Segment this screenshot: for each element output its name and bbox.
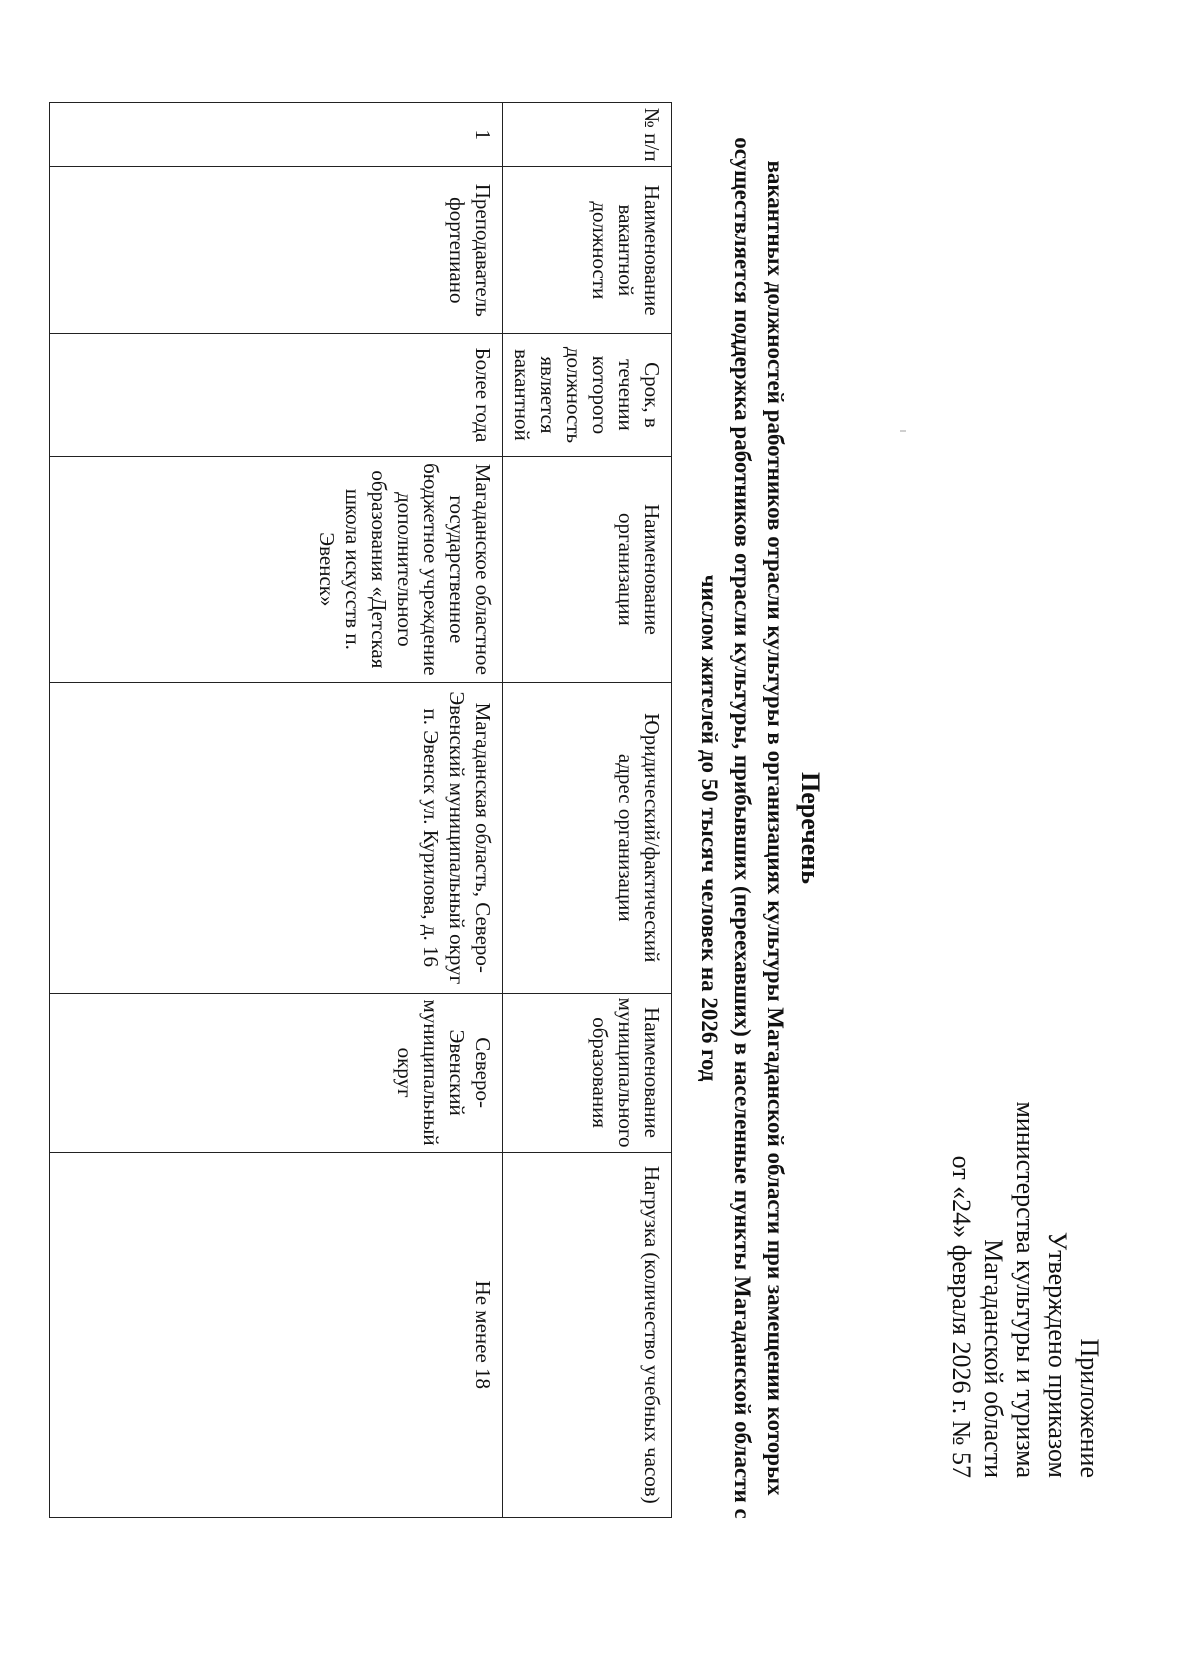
approval-region: Магаданской области <box>979 1239 1008 1478</box>
header-organization: Наименование организации <box>503 456 672 682</box>
vacancies-table <box>49 102 672 1518</box>
approval-appendix: Приложение <box>1075 1338 1104 1478</box>
scan-speck <box>900 430 906 432</box>
cell-organization: Магаданское областное государственное бюджетное учреждение дополнительного образования «Детская школа искусств п. Эвенск» <box>50 456 503 682</box>
header-municipality: Наименование муниципального образования <box>503 993 672 1152</box>
header-load: Нагрузка (количество учебных часов) <box>503 1152 672 1517</box>
approval-date-number: от «24» февраля 2026 г. № 57 <box>947 1155 976 1478</box>
header-term: Срок, в течении которого должность является вакантной <box>503 334 672 457</box>
cell-address: Магаданская область, Северо-Эвенский муниципальный округ п. Эвенск ул. Курилова, д. 16 <box>50 682 503 993</box>
cell-num: 1 <box>50 103 503 167</box>
rotated-page-content <box>0 28 1150 1588</box>
approval-approved-by: Утверждено приказом <box>1043 1231 1072 1478</box>
approval-block <box>945 918 1105 1478</box>
header-position: Наименование вакантной должности <box>503 167 672 334</box>
table-row <box>50 103 503 1518</box>
cell-load: Не менее 18 <box>50 1152 503 1517</box>
cell-position: Преподаватель фортепиано <box>50 167 503 334</box>
document-heading <box>693 108 828 1548</box>
header-address: Юридический/фактический адрес организации <box>503 682 672 993</box>
document-subtitle: вакантных должностей работников отрасли культуры в организациях культуры Магаданской области при замещении которых осуществляется поддержка работников отрасли культуры, прибывших (переехавших) в населенные пункты Магаданской области с числом жителей до 50 тысяч человек на 2026 год <box>697 137 788 1519</box>
document-title: Перечень <box>796 771 825 885</box>
table-header-row <box>503 103 672 1518</box>
approval-ministry: министерства культуры и туризма <box>1011 1101 1040 1478</box>
header-num: № п/п <box>503 103 672 167</box>
cell-municipality: Северо-Эвенский муниципальный округ <box>50 993 503 1152</box>
cell-term: Более года <box>50 334 503 457</box>
